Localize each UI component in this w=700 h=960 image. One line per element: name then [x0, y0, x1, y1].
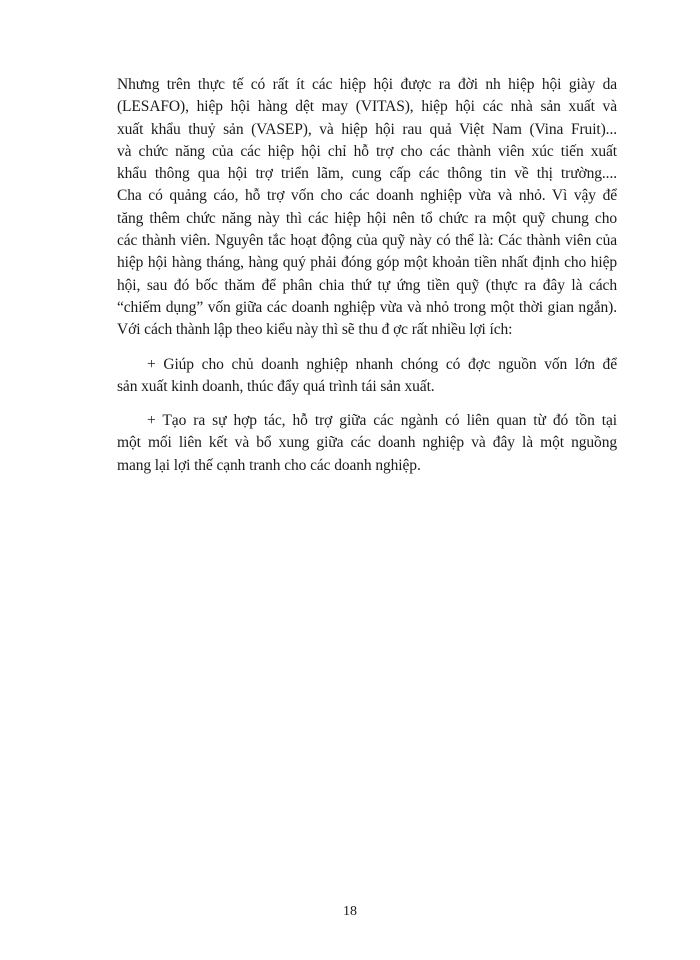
text-line: hội, sau đó bốc thăm để phân chia thứ tự ứng tiền quỹ (thực ra đây là cách: [117, 276, 617, 294]
text-line: (LESAFO), hiệp hội hàng dệt may (VITAS), hiệp hội các nhà sản xuất và: [117, 98, 617, 116]
paragraph-associations: [117, 74, 617, 342]
text-line: Cha có quảng cáo, hỗ trợ vốn cho các doanh nghiệp vừa và nhỏ. Vì vậy để: [117, 187, 617, 205]
body-text: [117, 74, 617, 477]
text-line: một mối liên kết và bổ xung giữa các doanh nghiệp và đây là một nguồng: [117, 434, 617, 452]
text-line: “chiếm dụng” vốn giữa các doanh nghiệp vừa và nhỏ trong một thời gian ngắn).: [117, 298, 617, 316]
paragraph-benefit-capital: [117, 354, 617, 399]
paragraph-gap: [117, 342, 617, 354]
text-line: + Giúp cho chủ doanh nghiệp nhanh chóng có đợc nguồn vốn lớn để: [147, 355, 617, 373]
text-line: Với cách thành lập theo kiểu này thì sẽ thu đ ợc rất nhiều lợi ích:: [117, 321, 513, 339]
text-line: khẩu thông qua hội trợ triển lãm, cung cấp các thông tin về thị trường....: [117, 165, 617, 183]
text-line: tăng thêm chức năng này thì các hiệp hội nên tổ chức ra một quỹ chung cho: [117, 209, 617, 227]
text-line: sản xuất kinh doanh, thúc đẩy quá trình tái sản xuất.: [117, 377, 435, 395]
text-line: các thành viên. Nguyên tắc hoạt động của quỹ này có thể là: Các thành viên của: [117, 232, 617, 250]
paragraph-benefit-cooperation: [117, 410, 617, 477]
text-line: xuất khẩu thuỷ sản (VASEP), và hiệp hội rau quả Việt Nam (Vina Fruit)...: [117, 120, 617, 138]
page-number: 18: [343, 904, 357, 919]
text-line: + Tạo ra sự hợp tác, hỗ trợ giữa các ngành có liên quan từ đó tồn tại: [147, 412, 617, 430]
text-line: mang lại lợi thế cạnh tranh cho các doanh nghiệp.: [117, 456, 421, 474]
text-line: và chức năng của các hiệp hội chỉ hỗ trợ cho các thành viên xúc tiến xuất: [117, 142, 617, 160]
paragraph-gap: [117, 398, 617, 410]
text-line: Nhưng trên thực tế có rất ít các hiệp hội được ra đời nh hiệp hội giày da: [117, 76, 617, 93]
text-line: hiệp hội hàng tháng, hàng quý phải đóng góp một khoản tiền nhất định cho hiệp: [117, 254, 617, 272]
